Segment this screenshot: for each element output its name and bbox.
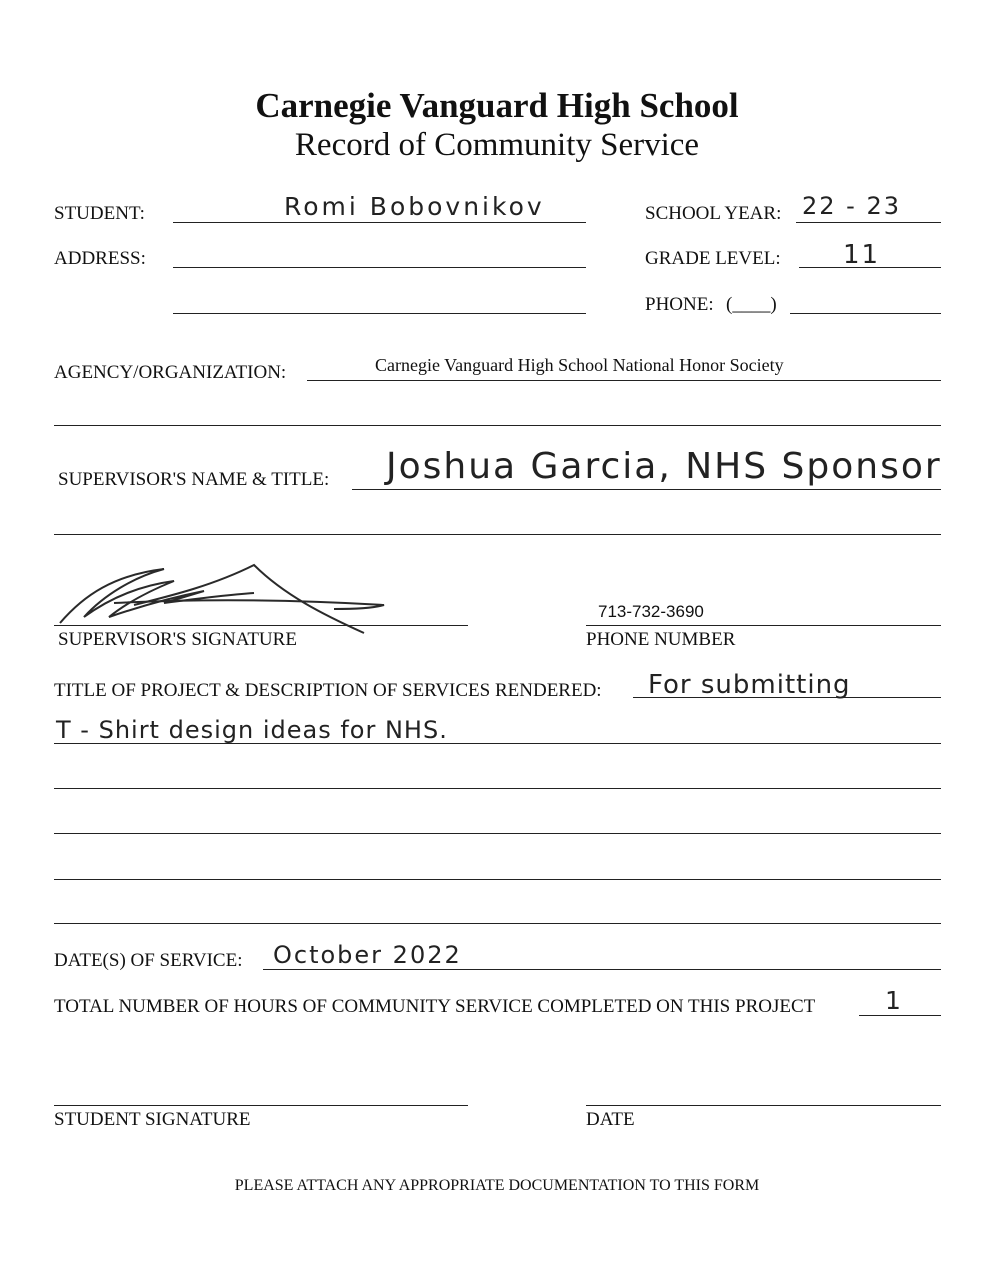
project-line-4[interactable]: [54, 833, 941, 834]
date-label: DATE: [586, 1109, 635, 1130]
address-line-2[interactable]: [173, 313, 586, 314]
student-signature-label: STUDENT SIGNATURE: [54, 1109, 251, 1130]
grade-level-label: GRADE LEVEL:: [645, 248, 781, 269]
phone-line[interactable]: [790, 313, 941, 314]
project-line-5[interactable]: [54, 879, 941, 880]
supervisor-name-value[interactable]: Joshua Garcia, NHS Sponsor: [386, 446, 942, 487]
project-label: TITLE OF PROJECT & DESCRIPTION OF SERVICES RENDERED:: [54, 680, 602, 701]
phone-number-value[interactable]: 713-732-3690: [598, 602, 704, 621]
project-description-line1[interactable]: For submitting: [648, 670, 851, 700]
supervisor-signature-drawing: [54, 555, 414, 640]
grade-level-value[interactable]: 11: [843, 240, 881, 270]
phone-area-code[interactable]: (____): [726, 294, 777, 315]
date-line[interactable]: [586, 1105, 941, 1106]
student-label: STUDENT:: [54, 203, 145, 224]
supervisor-line: [352, 489, 941, 490]
school-year-label: SCHOOL YEAR:: [645, 203, 782, 224]
hours-line: [859, 1015, 941, 1016]
address-label: ADDRESS:: [54, 248, 146, 269]
agency-line-2[interactable]: [54, 425, 941, 426]
agency-label: AGENCY/ORGANIZATION:: [54, 362, 287, 383]
hours-label: TOTAL NUMBER OF HOURS OF COMMUNITY SERVICE COMPLETED ON THIS PROJECT: [54, 996, 816, 1017]
phone-label: PHONE:: [645, 294, 714, 315]
student-line: [173, 222, 586, 223]
agency-value[interactable]: Carnegie Vanguard High School National Honor Society: [375, 355, 784, 375]
agency-line: [307, 380, 941, 381]
school-year-line: [796, 222, 941, 223]
school-year-value[interactable]: 22 - 23: [802, 192, 901, 220]
project-description-line2[interactable]: T - Shirt design ideas for NHS.: [56, 716, 448, 744]
dates-label: DATE(S) OF SERVICE:: [54, 950, 243, 971]
dates-line: [263, 969, 941, 970]
hours-value[interactable]: 1: [885, 986, 901, 1015]
student-signature-line[interactable]: [54, 1105, 468, 1106]
supervisor-label: SUPERVISOR'S NAME & TITLE:: [58, 469, 330, 490]
dates-value[interactable]: October 2022: [273, 941, 462, 969]
phone-number-line: [586, 625, 941, 626]
supervisor-signature-label: SUPERVISOR'S SIGNATURE: [58, 629, 297, 650]
address-line-1[interactable]: [173, 267, 586, 268]
phone-number-label: PHONE NUMBER: [586, 629, 736, 650]
form-title: Record of Community Service: [294, 127, 700, 163]
project-line-6[interactable]: [54, 923, 941, 924]
school-name: Carnegie Vanguard High School: [255, 86, 739, 125]
project-line-3[interactable]: [54, 788, 941, 789]
supervisor-line-2[interactable]: [54, 534, 941, 535]
student-name-value[interactable]: Romi Bobovnikov: [284, 192, 545, 221]
footer-note: PLEASE ATTACH ANY APPROPRIATE DOCUMENTATION TO THIS FORM: [234, 1177, 760, 1194]
